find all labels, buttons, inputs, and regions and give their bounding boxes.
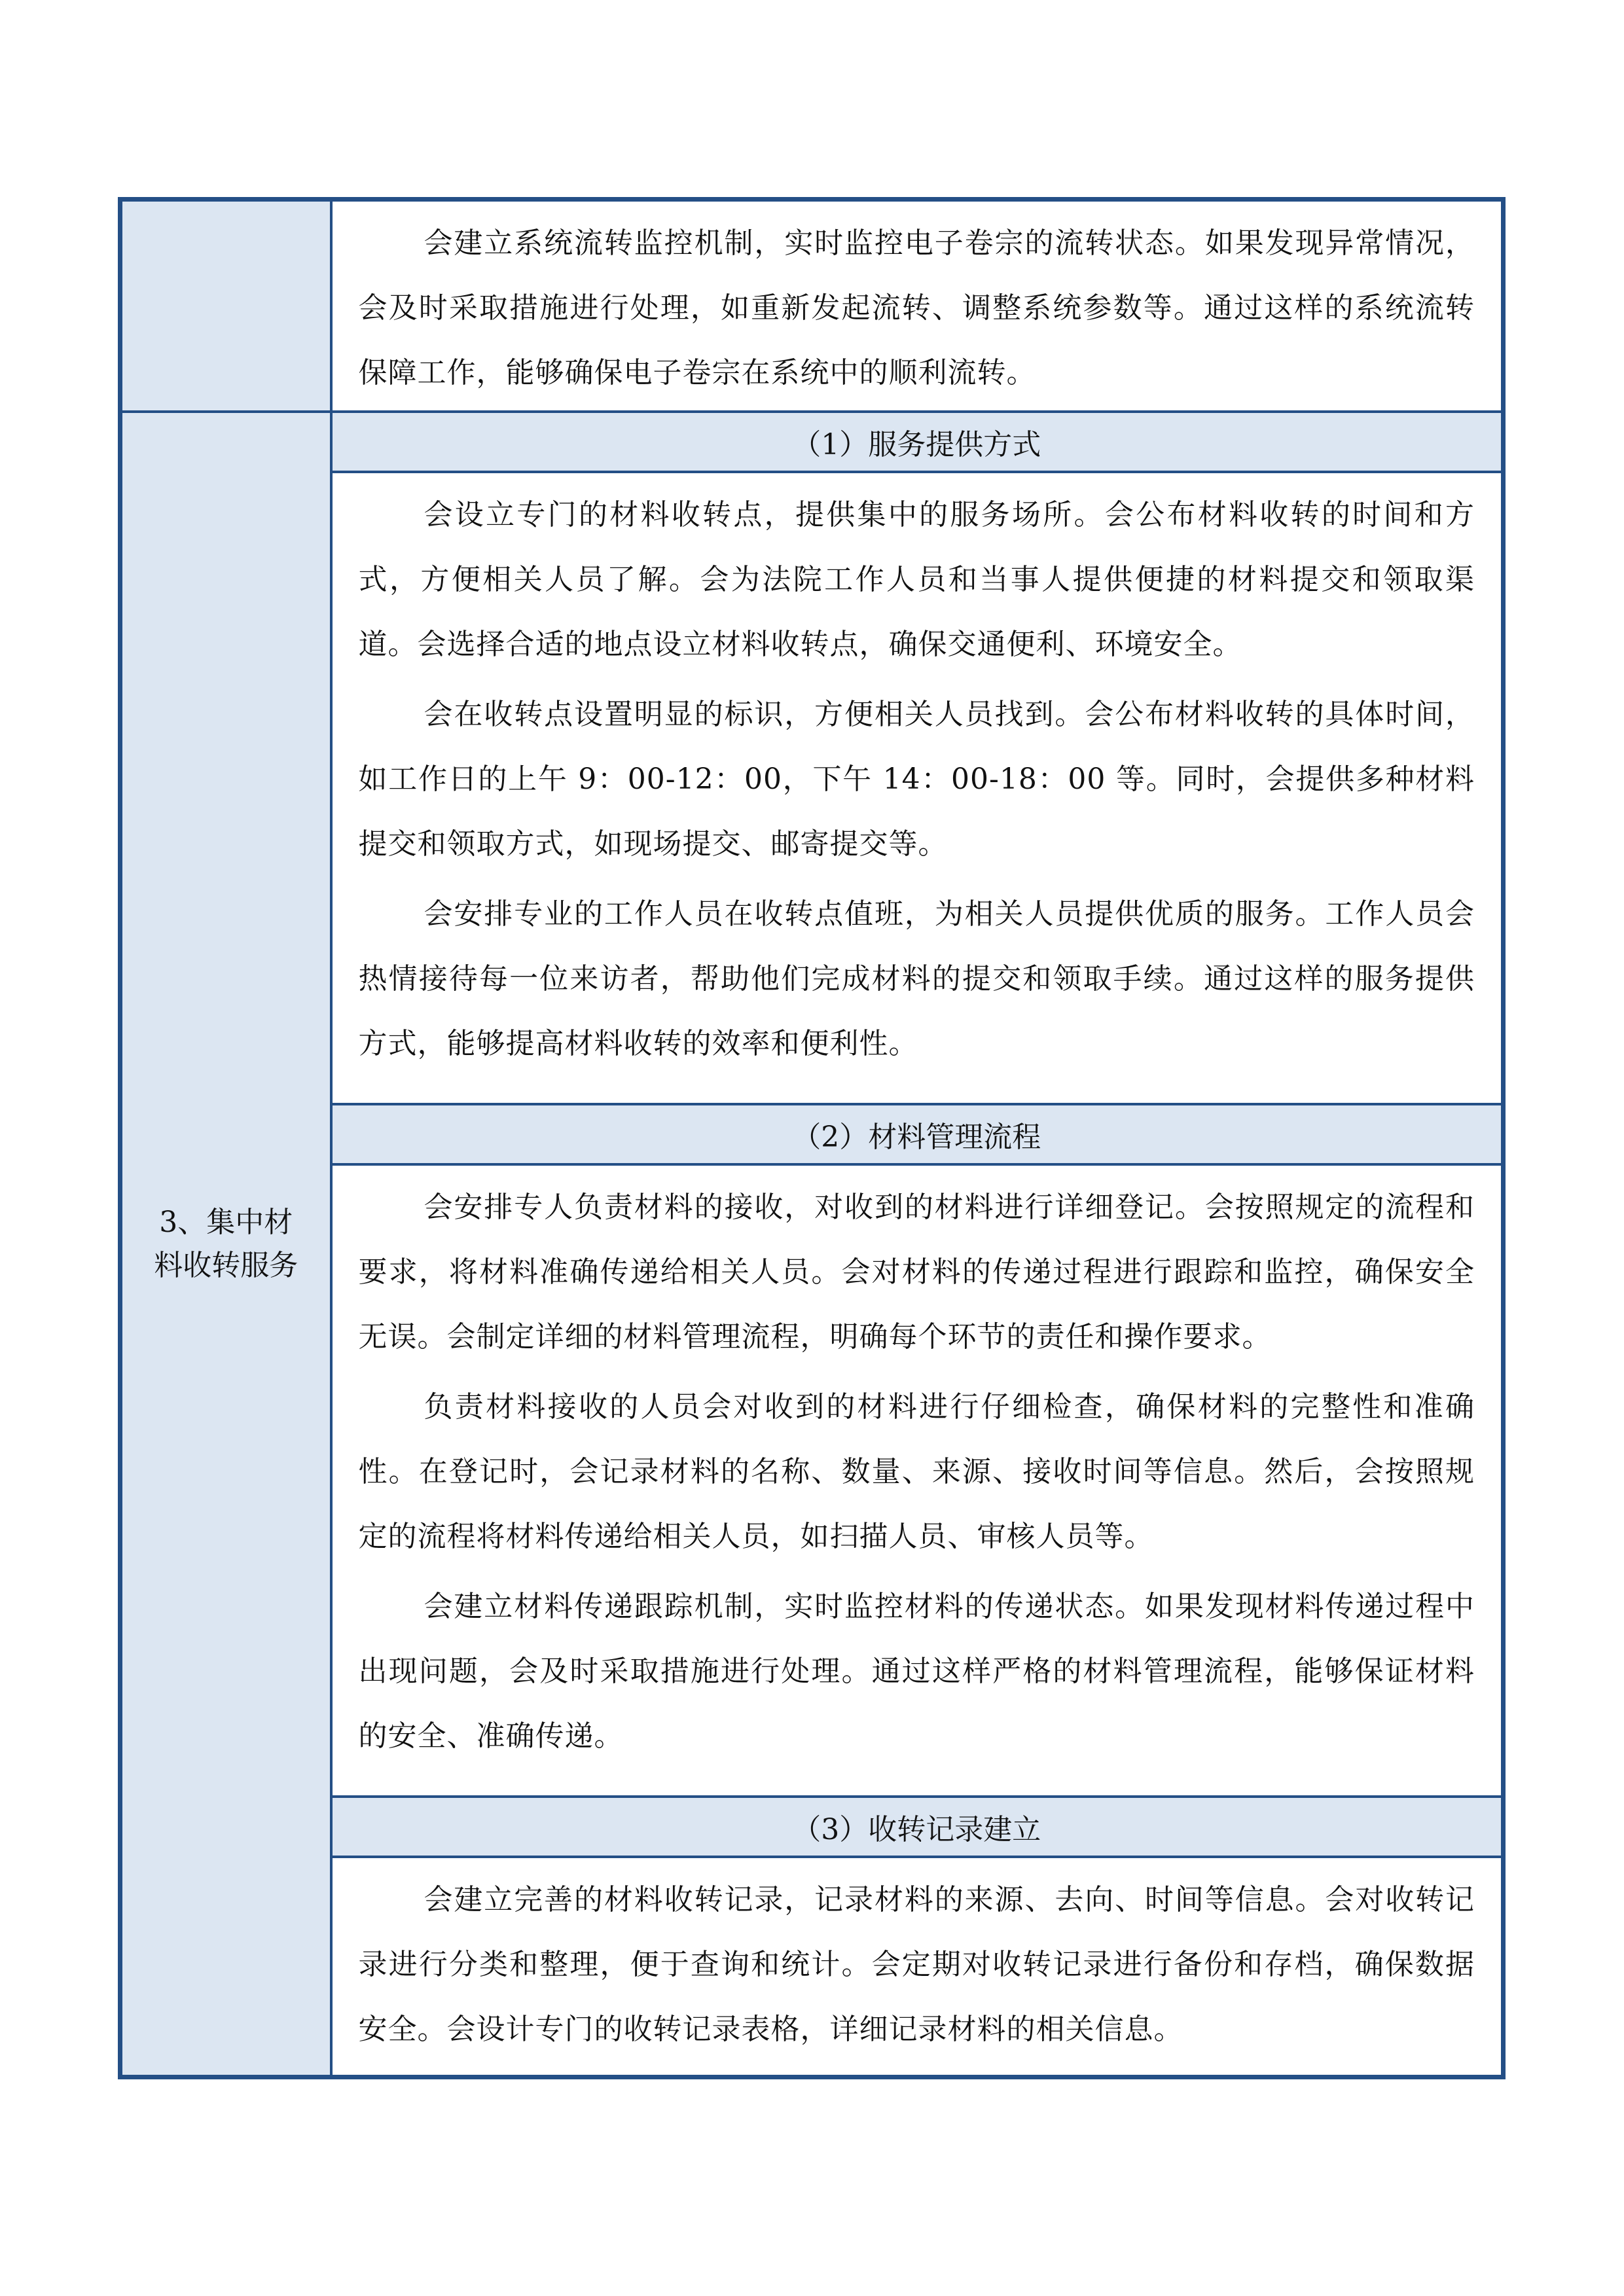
subsection-heading: （2）材料管理流程 [331,1104,1504,1164]
continuation-body-cell [331,200,1504,412]
paragraph: 负责材料接收的人员会对收到的材料进行仔细检查，确保材料的完整性和准确性。在登记时，会记录材料的名称、数量、来源、接收时间等信息。然后，会按照规定的流程将材料传递给相关人员，如扫描人员、审核人员等。 [358,1390,1475,1554]
continuation-row [120,200,1504,412]
paragraph: 会安排专人负责材料的接收，对收到的材料进行详细登记。会按照规定的流程和要求，将材料准确传递给相关人员。会对材料的传递过程进行跟踪和监控，确保安全无误。会制定详细的材料管理流程，明确每个环节的责任和操作要求。 [358,1191,1475,1354]
subsection-body-cell [331,472,1504,1104]
section-label: 3、集中材料收转服务 [154,1205,298,1282]
subsection-heading-row [120,412,1504,472]
paragraph: 会建立完善的材料收转记录，记录材料的来源、去向、时间等信息。会对收转记录进行分类和整理，便于查询和统计。会定期对收转记录进行备份和存档，确保数据安全。会设计专门的收转记录表格，详细记录材料的相关信息。 [358,1883,1475,2047]
subsection-body-cell [331,1857,1504,2077]
paragraph: 会建立材料传递跟踪机制，实时监控材料的传递状态。如果发现材料传递过程中出现问题，会及时采取措施进行处理。通过这样严格的材料管理流程，能够保证材料的安全、准确传递。 [358,1590,1475,1753]
subsection-body-cell [331,1164,1504,1797]
paragraph: 会在收转点设置明显的标识，方便相关人员找到。会公布材料收转的具体时间，如工作日的上午 9：00-12：00，下午 14：00-18：00 等。同时，会提供多种材料提交和领取方式，如现场提交、邮寄提交等。 [358,698,1475,861]
paragraph: 会设立专门的材料收转点，提供集中的服务场所。会公布材料收转的时间和方式，方便相关人员了解。会为法院工作人员和当事人提供便捷的材料提交和领取渠道。会选择合适的地点设立材料收转点，确保交通便利、环境安全。 [358,498,1475,661]
content-table [118,197,1506,2079]
section-label-cell [120,412,331,2077]
paragraph: 会建立系统流转监控机制，实时监控电子卷宗的流转状态。如果发现异常情况，会及时采取措施进行处理，如重新发起流转、调整系统参数等。通过这样的系统流转保障工作，能够确保电子卷宗在系统中的顺利流转。 [358,226,1475,389]
continuation-label-cell [120,200,331,412]
subsection-heading: （1）服务提供方式 [331,412,1504,472]
subsection-heading: （3）收转记录建立 [331,1797,1504,1857]
paragraph: 会安排专业的工作人员在收转点值班，为相关人员提供优质的服务。工作人员会热情接待每一位来访者，帮助他们完成材料的提交和领取手续。通过这样的服务提供方式，能够提高材料收转的效率和便利性。 [358,897,1475,1060]
